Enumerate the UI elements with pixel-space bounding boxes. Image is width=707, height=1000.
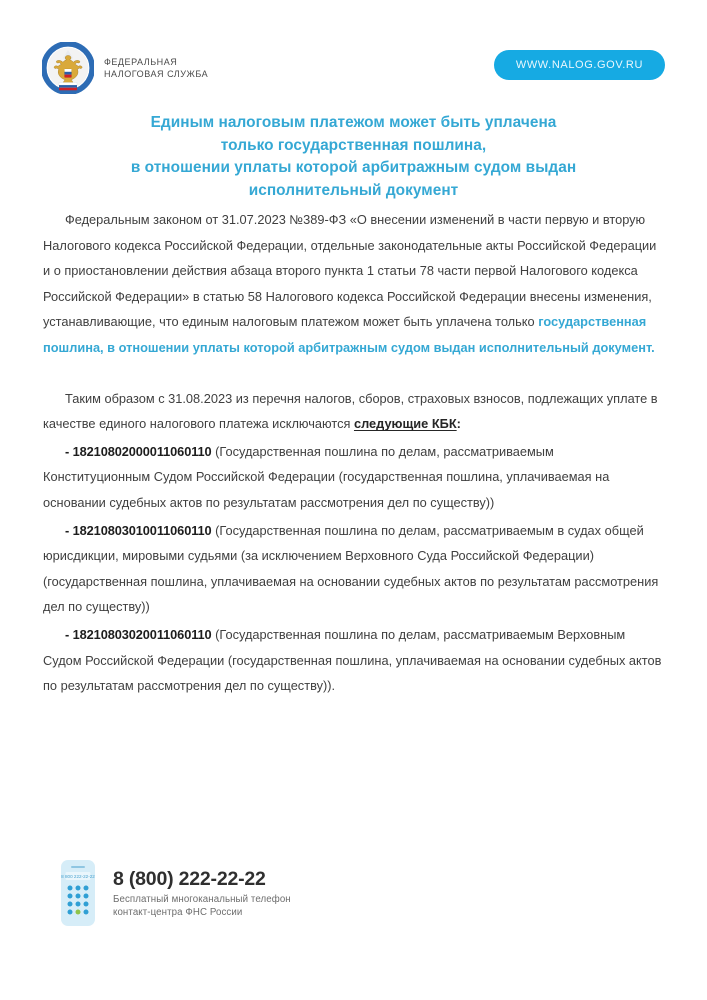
contact-description xyxy=(113,894,291,920)
page-title-line4: исполнительный документ xyxy=(248,181,459,199)
page-title-line1: Единым налоговым платежом может быть уплачена xyxy=(150,114,557,131)
footer-contact-text xyxy=(113,867,291,920)
kbk-dash: - xyxy=(65,522,73,538)
kbk-code: 18210802000011060110 xyxy=(72,443,212,459)
paragraph-law-reference xyxy=(43,207,663,361)
org-name xyxy=(104,57,214,82)
page-header xyxy=(0,42,707,98)
paragraph-exclusion xyxy=(43,386,663,437)
kbk-list-item xyxy=(43,439,663,516)
svg-text:8 800 222-22-22: 8 800 222-22-22 xyxy=(61,874,95,879)
kbk-description: (Государственная пошлина по делам, рассматриваемым в судах общей юрисдикции, мировыми судьями (за исключением Верховного Суда Российской Федерации) (государственная пошлина, уплачиваемая на основании судебных актов по результатам рассмотрения дел по существу)) xyxy=(43,522,659,615)
org-name-line1: ФЕДЕРАЛЬНАЯ xyxy=(104,56,178,68)
kbk-dash: - xyxy=(65,443,73,459)
kbk-code: 18210803010011060110 xyxy=(72,522,212,538)
contact-description-line2: контакт-центра ФНС России xyxy=(113,906,243,918)
brand-block xyxy=(42,42,214,94)
page-footer xyxy=(57,858,291,928)
contact-phone-number: 8 (800) 222-22-22 xyxy=(113,867,266,890)
phone-keypad-icon xyxy=(57,858,99,928)
fns-emblem xyxy=(42,42,94,94)
org-name-line2: НАЛОГОВАЯ СЛУЖБА xyxy=(104,69,209,80)
page-title-line3: в отношении уплаты которой арбитражным судом выдан xyxy=(130,159,577,177)
paragraph-exclusion-text: Таким образом с 31.08.2023 из перечня налогов, сборов, страховых взносов, подлежащих уплате в качестве единого налогового платежа исключаются xyxy=(43,390,658,432)
kbk-list-item xyxy=(43,518,663,620)
kbk-description: (Государственная пошлина по делам, рассматриваемым Верховным Судом Российской Федерации (государственная пошлина, уплачиваемая на основании судебных актов по результатам рассмотрения дел по существу)). xyxy=(43,626,662,694)
page-title xyxy=(53,112,654,202)
paragraph-law-reference-text: Федеральным законом от 31.07.2023 №389-ФЗ «О внесении изменений в части первую и вторую Налогового кодекса Российской Федерации, отдельные законодательные акты Российской Федерации и о приостановлении действия абзаца второго пункта 1 статьи 78 части первой Налогового кодекса Российской Федерации» в статью 58 Налогового кодекса Российской Федерации внесены изменения, устанавливающие, что единым налоговым платежом может быть уплачена только xyxy=(43,212,657,330)
kbk-dash: - xyxy=(65,626,73,642)
kbk-list-item xyxy=(43,622,663,699)
kbk-description: (Государственная пошлина по делам, рассматриваемым Конституционным Судом Российской Федерации (государственная пошлина, уплачиваемая на основании судебных актов по результатам рассмотрения дел по существу)) xyxy=(43,443,610,510)
contact-description-line1: Бесплатный многоканальный телефон xyxy=(113,893,291,905)
page-title-line2: только государственная пошлина, xyxy=(220,136,487,154)
document-body xyxy=(43,207,663,699)
kbk-code: 18210803020011060110 xyxy=(72,626,212,642)
kbk-label-underlined: следующие КБК xyxy=(353,416,457,432)
kbk-label-colon: : xyxy=(456,416,461,432)
paragraph-law-reference-highlight: государственная пошлина, в отношении уплаты которой арбитражным судом выдан исполнительный документ. xyxy=(43,314,655,355)
website-badge[interactable]: WWW.NALOG.GOV.RU xyxy=(494,50,665,80)
